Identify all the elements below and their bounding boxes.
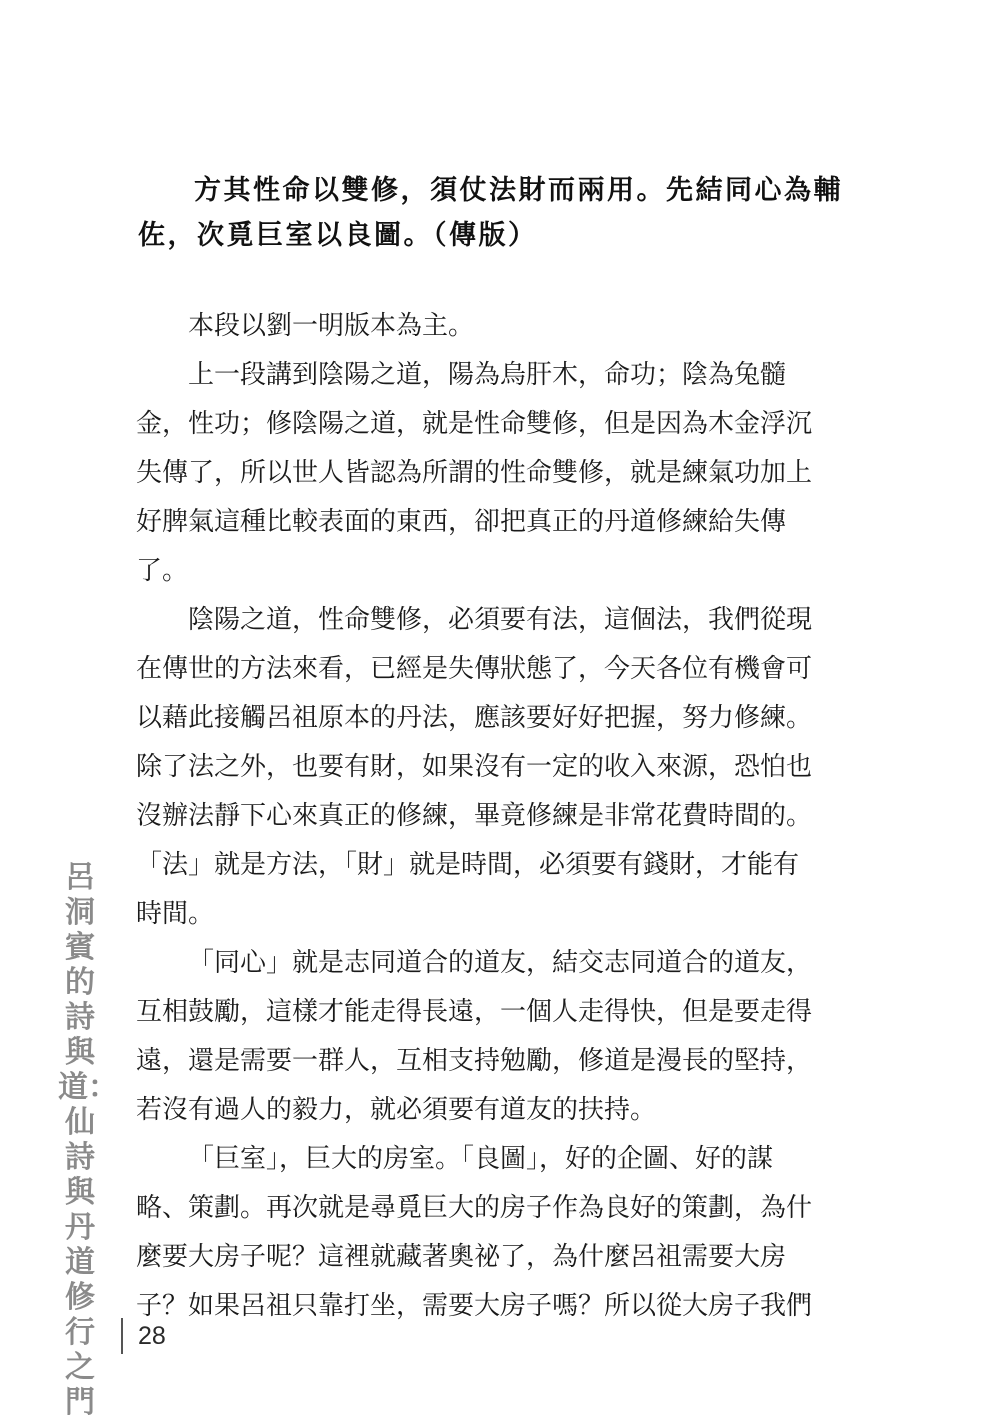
body-line: 時間。 [136,899,215,929]
quote-line-2: 佐，次覓巨室以良圖。（傳版） [138,220,538,251]
classical-quote [138,168,843,258]
body-line: 遠，還是需要一群人，互相支持勉勵，修道是漫長的堅持， [136,1046,813,1076]
body-line: 「同心」就是志同道合的道友，結交志同道合的道友， [188,948,813,978]
body-line: 好脾氣這種比較表面的東西，卻把真正的丹道修練給失傳 [136,507,787,537]
body-line: 上一段講到陰陽之道，陽為烏肝木，命功；陰為兔髓 [188,360,787,390]
page-number-divider [121,1318,123,1354]
body-line: 略、策劃。再次就是尋覓巨大的房子作為良好的策劃，為什 [136,1193,813,1223]
body-line: 子？如果呂祖只靠打坐，需要大房子嗎？所以從大房子我們 [136,1291,813,1321]
body-line: 了。 [136,556,189,586]
body-line: 麼要大房子呢？這裡就藏著奧祕了，為什麼呂祖需要大房 [136,1242,787,1272]
body-line: 「法」就是方法，「財」就是時間，必須要有錢財，才能有 [136,850,800,880]
body-line: 金，性功；修陰陽之道，就是性命雙修，但是因為木金浮沉 [136,409,813,439]
body-line: 「巨室」，巨大的房室。「良圖」，好的企圖、好的謀 [188,1144,774,1174]
body-line: 陰陽之道，性命雙修，必須要有法，這個法，我們從現 [188,605,813,635]
quote-line-1: 方其性命以雙修，須仗法財而兩用。先結同心為輔 [194,175,843,206]
commentary-text [136,302,836,1331]
body-line: 若沒有過人的毅力，就必須要有道友的扶持。 [136,1095,657,1125]
body-line: 以藉此接觸呂祖原本的丹法，應該要好好把握，努力修練。 [136,703,813,733]
body-line: 在傳世的方法來看，已經是失傳狀態了，今天各位有機會可 [136,654,813,684]
vertical-book-title: 呂洞賓的詩與道：仙詩與丹道修行之門 [58,860,118,1420]
body-line: 本段以劉一明版本為主。 [188,311,475,341]
body-line: 沒辦法靜下心來真正的修練，畢竟修練是非常花費時間的。 [136,801,813,831]
body-line: 失傳了，所以世人皆認為所謂的性命雙修，就是練氣功加上 [136,458,813,488]
body-line: 互相鼓勵，這樣才能走得長遠，一個人走得快，但是要走得 [136,997,813,1027]
body-line: 除了法之外，也要有財，如果沒有一定的收入來源，恐怕也 [136,752,813,782]
page-number: 28 [138,1322,166,1350]
